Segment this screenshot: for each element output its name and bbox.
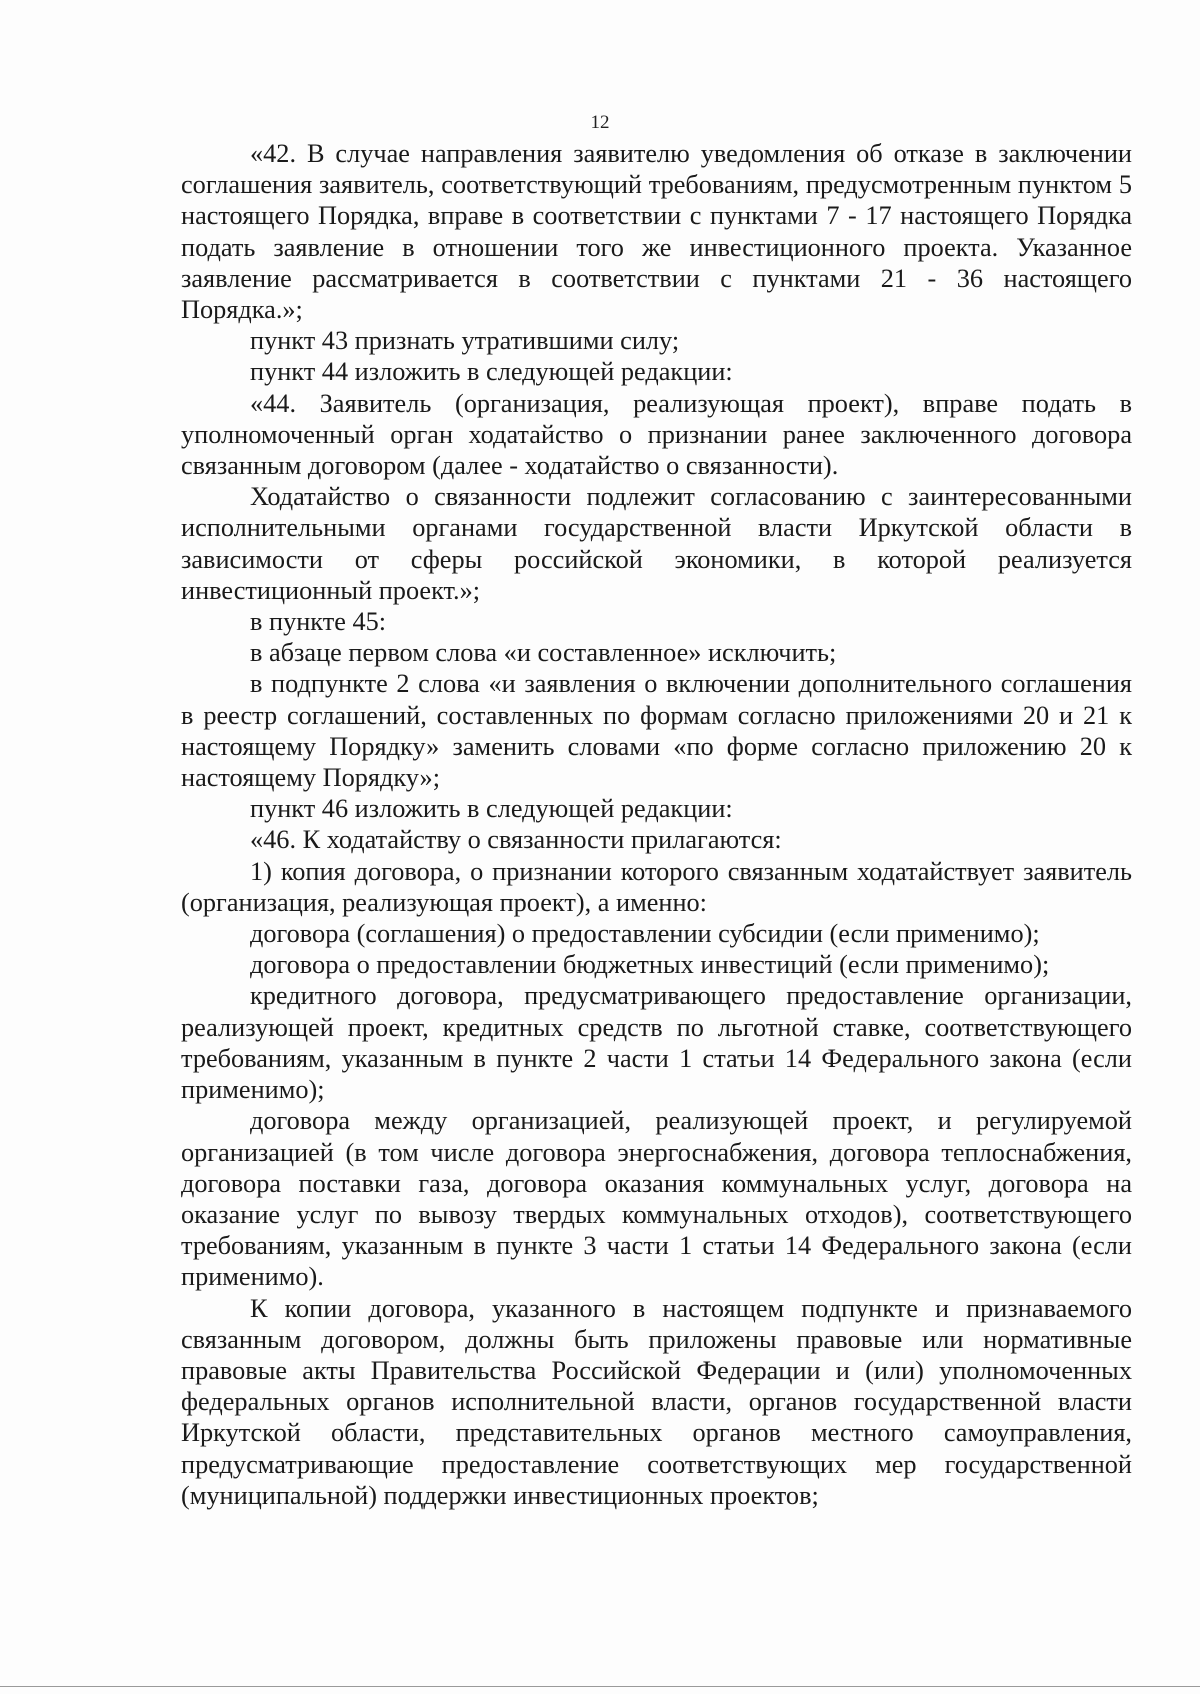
list-item-credit: кредитного договора, предусматривающего предоставление организации, реализующей проект, кредитных средств по льготной ставке, соответствующего требованиям, указанным в пункте 2 части 1 статьи 14 Федерального закона (если применимо); xyxy=(181,981,1132,1105)
paragraph-item-43: пункт 43 признать утратившими силу; xyxy=(250,326,680,356)
paragraph-item-45-intro: в пункте 45: xyxy=(250,607,387,637)
paragraph-44-petition: Ходатайство о связанности подлежит согласованию с заинтересованными исполнительными органами государственной власти Иркутской области в зависимости от сферы российской экономики, в которой реализуется инвестиционный проект.»; xyxy=(181,482,1132,605)
paragraph-attachments: К копии договора, указанного в настоящем подпункте и признаваемого связанным договором, должны быть приложены правовые или нормативные правовые акты Правительства Российской Федерации и (или) уполномоченных федеральных органов исполнительной власти, органов государственной власти Иркутской области, представительных органов местного самоуправления, предусматривающие предоставление соответствующих мер государственной (муниципальной) поддержки инвестиционных проектов; xyxy=(181,1293,1132,1510)
document-body xyxy=(181,138,1132,1511)
paragraph-46-sub1: 1) копия договора, о признании которого связанным ходатайствует заявитель (организация, реализующая проект), а именно: xyxy=(181,856,1132,917)
list-item-regulated: договора между организацией, реализующей проект, и регулируемой организацией (в том числе договора энергоснабжения, договора теплоснабжения, договора поставки газа, договора оказания коммунальных услуг, договора на оказание услуг по вывозу твердых коммунальных отходов), соответствующего требованиям, указанным в пункте 3 части 1 статьи 14 Федерального закона (если применимо). xyxy=(181,1106,1132,1292)
paragraph-45-sub2: в подпункте 2 слова «и заявления о включении дополнительного соглашения в реестр соглашений, составленных по формам согласно приложениями 20 и 21 к настоящему Порядку» заменить словами «по форме согласно приложению 20 к настоящему Порядку»; xyxy=(181,669,1132,793)
list-item-investments: договора о предоставлении бюджетных инвестиций (если применимо); xyxy=(250,950,1050,980)
paragraph-44: «44. Заявитель (организация, реализующая проект), вправе подать в уполномоченный орган ходатайство о признании ранее заключенного договора связанным договором (далее - ходатайство о связанности). xyxy=(181,388,1132,481)
paragraph-45-first: в абзаце первом слова «и составленное» исключить; xyxy=(250,638,837,668)
paragraph-item-44-intro: пункт 44 изложить в следующей редакции: xyxy=(250,357,733,387)
paragraph-42: «42. В случае направления заявителю уведомления об отказе в заключении соглашения заявитель, соответствующий требованиям, предусмотренным пунктом 5 настоящего Порядка, вправе в соответствии с пунктами 7 - 17 настоящего Порядка подать заявление в отношении того же инвестиционного проекта. Указанное заявление рассматривается в соответствии с пунктами 21 - 36 настоящего Порядка.»; xyxy=(181,139,1132,325)
bottom-scan-edge xyxy=(0,1686,1200,1687)
paragraph-item-46-intro: пункт 46 изложить в следующей редакции: xyxy=(250,794,733,824)
paragraph-46: «46. К ходатайству о связанности прилагаются: xyxy=(250,825,782,855)
page-number: 12 xyxy=(590,112,610,133)
list-item-subsidy: договора (соглашения) о предоставлении субсидии (если применимо); xyxy=(250,919,1040,949)
